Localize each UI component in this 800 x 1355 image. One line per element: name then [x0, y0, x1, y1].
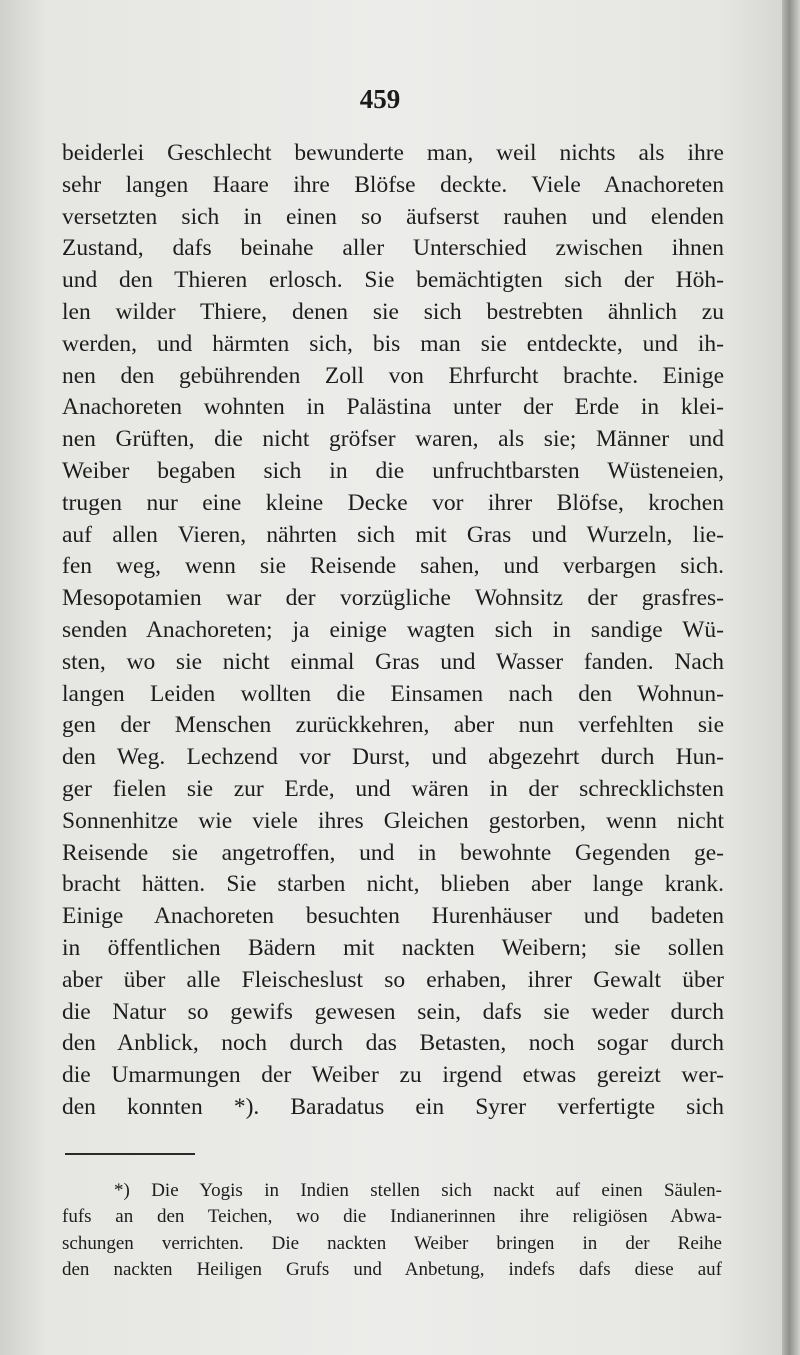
text-line: senden Anachoreten; ja einige wagten sich in sandige Wü-	[62, 616, 724, 643]
page-edge-shadow	[782, 0, 800, 1355]
text-line: bracht hätten. Sie starben nicht, blieben aber lange krank.	[62, 871, 724, 898]
text-line: Reisende sie angetroffen, und in bewohnte Gegenden ge-	[62, 839, 724, 866]
text-line: Mesopotamien war der vorzügliche Wohnsitz der grasfres-	[62, 585, 724, 612]
text-line: den Weg. Lechzend vor Durst, und abgezehrt durch Hun-	[62, 744, 724, 771]
text-line: langen Leiden wollten die Einsamen nach den Wohnun-	[62, 680, 724, 707]
text-line: Zustand, dafs beinahe aller Unterschied zwischen ihnen	[62, 235, 724, 262]
footnote	[62, 1178, 722, 1284]
text-line: versetzten sich in einen so äufserst rauhen und elenden	[62, 203, 724, 230]
page-number: 459	[359, 84, 401, 114]
text-line: nen Grüften, die nicht gröfser waren, als sie; Männer und	[62, 426, 724, 453]
text-line: ger fielen sie zur Erde, und wären in der schrecklichsten	[62, 775, 724, 802]
footnote-line: schungen verrichten. Die nackten Weiber bringen in der Reihe	[62, 1232, 722, 1254]
text-line: Weiber begaben sich in die unfruchtbarsten Wüsteneien,	[62, 457, 724, 484]
text-line: len wilder Thiere, denen sie sich bestrebten ähnlich zu	[62, 298, 724, 325]
footnote-line: fufs an den Teichen, wo die Indianerinnen ihre religiösen Abwa-	[62, 1206, 722, 1228]
text-line: nen den gebührenden Zoll von Ehrfurcht brachte. Einige	[62, 362, 724, 389]
text-line: und den Thieren erlosch. Sie bemächtigten sich der Höh-	[62, 267, 724, 294]
text-line: sehr langen Haare ihre Blöfse deckte. Viele Anachoreten	[62, 171, 724, 198]
text-line: werden, und härmten sich, bis man sie entdeckte, und ih-	[62, 330, 724, 357]
text-line: auf allen Vieren, nährten sich mit Gras und Wurzeln, lie-	[62, 521, 724, 548]
text-line: in öffentlichen Bädern mit nackten Weibern; sie sollen	[62, 934, 724, 961]
footnote-line: den nackten Heiligen Grufs und Anbetung, indefs dafs diese auf	[62, 1259, 722, 1281]
footnote-line: *) Die Yogis in Indien stellen sich nackt auf einen Säulen-	[114, 1180, 722, 1201]
text-line: Einige Anachoreten besuchten Hurenhäuser und badeten	[62, 903, 724, 930]
text-line: fen weg, wenn sie Reisende sahen, und verbargen sich.	[62, 553, 724, 580]
text-line: Sonnenhitze wie viele ihres Gleichen gestorben, wenn nicht	[62, 807, 724, 834]
text-line: gen der Menschen zurückkehren, aber nun verfehlten sie	[62, 712, 724, 739]
footnote-divider	[65, 1153, 195, 1155]
text-line: den konnten *). Baradatus ein Syrer verfertigte sich	[62, 1093, 724, 1120]
text-line: beiderlei Geschlecht bewunderte man, weil nichts als ihre	[62, 140, 724, 166]
text-line: die Natur so gewifs gewesen sein, dafs sie weder durch	[62, 998, 724, 1025]
text-line: den Anblick, noch durch das Betasten, noch sogar durch	[62, 1030, 724, 1057]
text-line: sten, wo sie nicht einmal Gras und Wasser fanden. Nach	[62, 648, 724, 675]
text-line: die Umarmungen der Weiber zu irgend etwas gereizt wer-	[62, 1062, 724, 1089]
text-line: Anachoreten wohnten in Palästina unter der Erde in klei-	[62, 394, 724, 421]
text-line: aber über alle Fleischeslust so erhaben, ihrer Gewalt über	[62, 966, 724, 993]
text-line: trugen nur eine kleine Decke vor ihrer Blöfse, krochen	[62, 489, 724, 516]
body-text	[62, 138, 724, 1124]
